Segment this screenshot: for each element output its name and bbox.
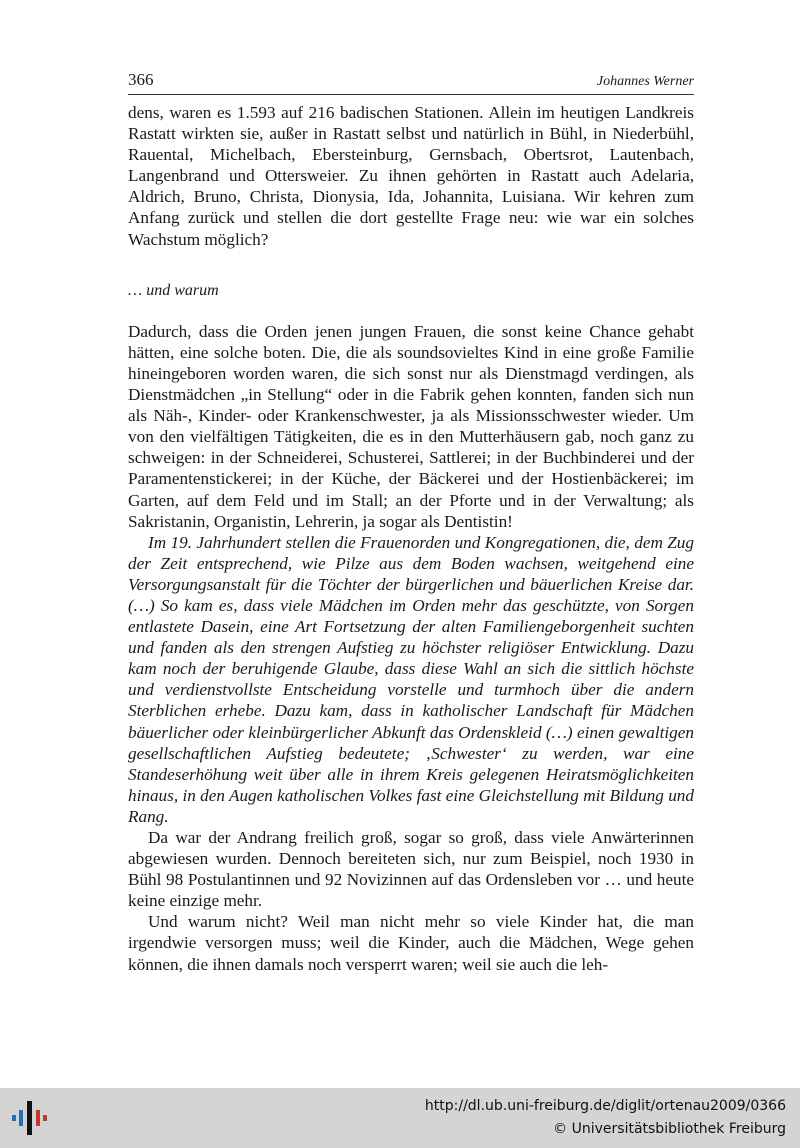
page-header [128, 70, 694, 90]
body-text [128, 102, 694, 975]
section-heading: … und warum [128, 281, 219, 299]
running-head: Johannes Werner [596, 74, 694, 89]
paragraph-4: Und warum nicht? Weil man nicht mehr so viele Kinder hat, die man irgendwie versorgen muss; weil die Kinder, auch die Mädchen, Wege gehen können, die ihnen damals noch versperrt waren; weil sie auch die leh- [128, 912, 694, 974]
footer-bar [0, 1088, 800, 1148]
footer-url-link[interactable]: http://dl.ub.uni-freiburg.de/diglit/ortenau2009/0366 [424, 1098, 786, 1114]
ub-freiburg-logo-icon[interactable] [8, 1098, 54, 1138]
paragraph-3: Da war der Andrang freilich groß, sogar so groß, dass viele Anwärterinnen abgewiesen wurden. Dennoch bereiteten sich, nur zum Beispiel, noch 1930 in Bühl 98 Postulantinnen und 92 Novizinnen auf das Ordensleben vor … und heute keine einzige mehr. [128, 828, 694, 911]
paragraph-1: dens, waren es 1.593 auf 216 badischen Stationen. Allein im heutigen Landkreis Rastatt wirkten sie, außer in Rastatt selbst und natürlich in Bühl, in Niederbühl, Rauental, Michelbach, Ebersteinburg, Gernsbach, Obertsrot, Lautenbach, Langenbrand und Ottersweier. Zu ihnen gehörten in Rastatt auch Adelaria, Aldrich, Bruno, Christa, Dionysia, Ida, Johannita, Luisiana. Wir kehren zum Anfang zurück und stellen die dort gestellte Frage neu: wie war ein solches Wachstum möglich? [128, 103, 694, 249]
block-quote: Im 19. Jahrhundert stellen die Frauenorden und Kongregationen, die, dem Zug der Zeit entsprechend, wie Pilze aus dem Boden wachsen, weitgehend eine Versorgungsanstalt für die Töchter der bürgerlichen und bäuerlichen Kreise dar. (…) So kam es, dass viele Mädchen im Orden mehr das geschützte, von Sorgen entlastete Dasein, eine Art Fortsetzung der alten Familiengeborgenheit suchten und fanden als den strengen Aufstieg zu höchster religiöser Entwicklung. Dazu kam noch der beruhigende Glaube, dass diese Wahl an sich die sittlich höchste und verdienstvollste Entscheidung vorstelle und turmhoch über die andern Sterblichen erhebe. Dazu kam, dass in katholischer Landschaft für Mädchen bäuerlicher oder kleinbürgerlicher Abkunft das Ordenskleid (…) einen gewaltigen gesellschaftlichen Aufstieg bedeutete; ‚Schwester‘ zu werden, war eine Standeserhöhung weit über alle in ihrem Kreis gelegenen Heiratsmöglichkeiten hinaus, in den Augen katholischen Volkes fast eine Gleichstellung mit Bildung und Rang. [128, 532, 694, 826]
header-rule [128, 94, 694, 95]
footer-copyright: © Universitätsbibliothek Freiburg [553, 1121, 786, 1137]
page-number: 366 [128, 70, 154, 89]
paragraph-2: Dadurch, dass die Orden jenen jungen Frauen, die sonst keine Chance gehabt hätten, eine solche boten. Die, die als soundsovieltes Kind in eine große Familie hineingeboren worden waren, die sich sonst nur als Dienstmagd verdingen, als Dienstmädchen „in Stellung“ oder in die Fabrik gehen konnten, fanden sich nun als Näh-, Kinder- oder Krankenschwester, ja als Missionsschwester wieder. Um von den vielfältigen Tätigkeiten, die es in den Mutterhäusern gab, noch ganz zu schweigen: in der Schneiderei, Schusterei, Sattlerei; in der Buchbinderei und der Paramentenstickerei; in der Küche, der Bäckerei und der Hostienbäckerei; im Garten, auf dem Feld und im Stall; an der Pforte und in der Verwaltung; als Sakristanin, Organistin, Lehrerin, ja sogar als Dentistin! [128, 321, 694, 531]
